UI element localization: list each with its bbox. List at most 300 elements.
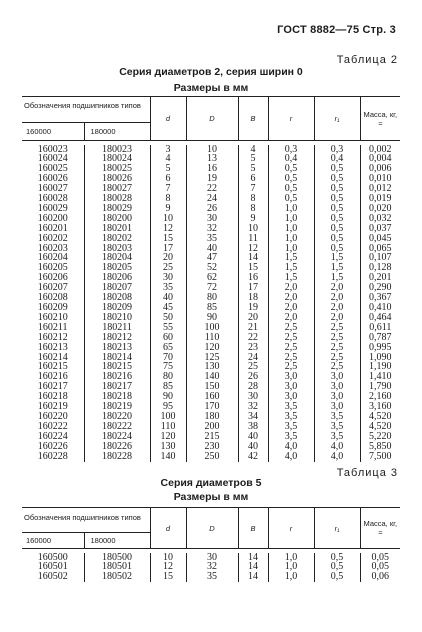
table-cell: 160217 [37, 381, 68, 393]
table-cell: 180502 [84, 572, 150, 582]
table-cell: 180029 [84, 204, 150, 214]
table-cell: 4,0 [268, 442, 314, 452]
table-cell: 22 [186, 184, 238, 194]
table-cell: 0,019 [360, 194, 400, 204]
table-cell: 6 [150, 174, 186, 184]
table-cell: 0,611 [360, 323, 400, 333]
table-cell: 0,4 [268, 154, 314, 164]
table-cell: 1,5 [268, 273, 314, 283]
table-cell: 160215 [37, 361, 68, 373]
table-cell: 24 [238, 353, 268, 363]
table-cell: 12 [150, 224, 186, 234]
table-cell: 160219 [37, 401, 68, 413]
table-cell: 0,5 [268, 194, 314, 204]
table-cell: 35 [150, 283, 186, 293]
table-cell: 0,5 [314, 562, 360, 572]
table-cell: 100 [186, 323, 238, 333]
table3-header-type2: 180000 [84, 533, 150, 549]
table-cell: 3,0 [314, 382, 360, 392]
table-cell: 0,5 [314, 194, 360, 204]
table-cell: 180026 [84, 174, 150, 184]
table-cell: 160206 [37, 272, 68, 284]
table-cell: 0,006 [360, 164, 400, 174]
table3-header-r: r [268, 508, 314, 549]
table-cell: 16 [238, 273, 268, 283]
table-cell: 160028 [37, 193, 68, 205]
table-cell: 100 [150, 412, 186, 422]
table-cell: 0,3 [268, 145, 314, 155]
table-cell: 160213 [37, 341, 68, 353]
table-cell: 0,037 [360, 224, 400, 234]
table2-series-title: Серия диаметров 2, серия ширин 0 [119, 66, 303, 78]
table-cell: 38 [238, 422, 268, 432]
table-cell: 160216 [37, 371, 68, 383]
table-cell: 180214 [84, 353, 150, 363]
table-cell: 180200 [84, 214, 150, 224]
table-cell: 10 [150, 553, 186, 563]
table-cell: 140 [150, 452, 186, 462]
table-cell: 2,0 [314, 283, 360, 293]
table2-header-r: r [268, 97, 314, 141]
table-cell: 8 [150, 194, 186, 204]
table-cell: 180209 [84, 303, 150, 313]
table-cell: 180210 [84, 313, 150, 323]
table-cell: 2,5 [268, 353, 314, 363]
table-cell: 26 [186, 204, 238, 214]
table-cell: 30 [186, 553, 238, 563]
table-cell: 16 [186, 164, 238, 174]
table-cell: 3,5 [314, 422, 360, 432]
table-cell: 20 [238, 313, 268, 323]
table-cell: 7,500 [360, 452, 400, 462]
table-cell: 32 [238, 402, 268, 412]
table-cell: 180220 [84, 412, 150, 422]
table-cell: 1,190 [360, 362, 400, 372]
table-cell: 35 [186, 572, 238, 582]
table-cell: 160026 [37, 173, 68, 185]
table-cell: 160027 [37, 183, 68, 195]
table-cell: 40 [150, 293, 186, 303]
table-cell: 50 [150, 313, 186, 323]
table2-header-type2: 180000 [84, 123, 150, 141]
table-cell: 14 [238, 562, 268, 572]
table-cell: 180208 [84, 293, 150, 303]
table-cell: 85 [150, 382, 186, 392]
table-cell: 2,5 [314, 353, 360, 363]
table-cell: 120 [150, 432, 186, 442]
table-cell: 35 [186, 234, 238, 244]
table-cell: 15 [238, 263, 268, 273]
table-cell: 3,5 [268, 402, 314, 412]
table-cell: 1,0 [268, 214, 314, 224]
table3-header-B: B [238, 508, 268, 549]
table-cell: 0,5 [314, 234, 360, 244]
table-cell: 20 [150, 253, 186, 263]
table-cell: 6 [238, 174, 268, 184]
table-cell: 180212 [84, 333, 150, 343]
table-cell: 160023 [37, 143, 68, 155]
table-cell: 0,128 [360, 263, 400, 273]
table-cell: 8 [238, 194, 268, 204]
table-cell: 4,0 [268, 452, 314, 462]
table-cell: 22 [238, 333, 268, 343]
table-cell: 3,0 [314, 372, 360, 382]
table-cell: 200 [186, 422, 238, 432]
table-cell: 160202 [37, 232, 68, 244]
header-text: ГОСТ 8882—75 Стр. 3 [277, 24, 396, 36]
table-cell: 0,020 [360, 204, 400, 214]
table-cell: 0,5 [314, 204, 360, 214]
table-cell: 4,0 [314, 452, 360, 462]
table-cell: 1,410 [360, 372, 400, 382]
table-cell: 1,0 [268, 234, 314, 244]
table-cell: 1,0 [268, 553, 314, 563]
table-cell: 180206 [84, 273, 150, 283]
table-cell: 160224 [37, 430, 68, 442]
table-cell: 160024 [37, 153, 68, 165]
table-cell: 160226 [37, 440, 68, 452]
table-cell: 1,0 [268, 204, 314, 214]
table2-units-title: Размеры в мм [173, 82, 249, 94]
table-cell: 4,520 [360, 422, 400, 432]
table-cell: 5 [238, 154, 268, 164]
table-cell: 3,5 [268, 422, 314, 432]
table-cell: 1,0 [268, 244, 314, 254]
table-cell: 180500 [84, 553, 150, 563]
table-cell: 230 [186, 442, 238, 452]
table-cell: 90 [150, 392, 186, 402]
table2-body [22, 145, 400, 462]
table3-header-D: D [186, 508, 238, 549]
table-cell: 21 [238, 323, 268, 333]
table-cell: 180216 [84, 372, 150, 382]
table-cell: 160025 [37, 163, 68, 175]
table-cell: 180207 [84, 283, 150, 293]
table-cell: 0,5 [314, 174, 360, 184]
table-cell: 3,160 [360, 402, 400, 412]
table-cell: 180204 [84, 253, 150, 263]
table-cell: 180218 [84, 392, 150, 402]
table-cell: 32 [186, 562, 238, 572]
table-cell: 180203 [84, 244, 150, 254]
table-cell: 60 [150, 333, 186, 343]
table-cell: 80 [186, 293, 238, 303]
table-cell: 2,5 [314, 343, 360, 353]
table-cell: 160222 [37, 420, 68, 432]
table-cell: 1,5 [268, 253, 314, 263]
table-cell: 0,010 [360, 174, 400, 184]
table-cell: 30 [238, 392, 268, 402]
table-cell: 19 [238, 303, 268, 313]
table-cell: 10 [150, 214, 186, 224]
table-cell: 34 [238, 412, 268, 422]
table-cell: 3,0 [314, 392, 360, 402]
table-cell: 125 [186, 353, 238, 363]
table-cell: 3,0 [268, 392, 314, 402]
table-cell: 0,787 [360, 333, 400, 343]
table-cell: 5,850 [360, 442, 400, 452]
table-cell: 90 [186, 313, 238, 323]
table-cell: 10 [186, 145, 238, 155]
table3-header-mass: Масса, кг, ≈ [360, 508, 400, 549]
table-cell: 2,5 [314, 323, 360, 333]
table-cell: 23 [238, 343, 268, 353]
table-cell: 0,290 [360, 283, 400, 293]
table-cell: 180224 [84, 432, 150, 442]
table-cell: 0,5 [314, 184, 360, 194]
table2-header-type1: 160000 [22, 123, 84, 141]
table-cell: 0,06 [360, 572, 400, 582]
table-cell: 0,002 [360, 145, 400, 155]
table-cell: 160200 [37, 212, 68, 224]
table-cell: 0,5 [268, 164, 314, 174]
table-cell: 65 [150, 343, 186, 353]
table-cell: 2,0 [314, 293, 360, 303]
table-cell: 250 [186, 452, 238, 462]
table-cell: 9 [238, 214, 268, 224]
table-cell: 120 [186, 343, 238, 353]
table-cell: 1,5 [314, 263, 360, 273]
table-cell: 0,3 [314, 145, 360, 155]
table-cell: 180201 [84, 224, 150, 234]
table-cell: 25 [238, 362, 268, 372]
table-cell: 3,5 [314, 432, 360, 442]
table-cell: 1,5 [314, 253, 360, 263]
table-cell: 18 [238, 293, 268, 303]
table-cell: 110 [186, 333, 238, 343]
table-cell: 0,5 [314, 572, 360, 582]
table-cell: 75 [150, 362, 186, 372]
table-row [22, 452, 400, 462]
table-cell: 9 [150, 204, 186, 214]
table-cell: 5 [150, 164, 186, 174]
table-cell: 0,5 [314, 553, 360, 563]
table-cell: 4,0 [314, 442, 360, 452]
table-cell: 130 [186, 362, 238, 372]
table-cell: 14 [238, 253, 268, 263]
table-cell: 14 [238, 572, 268, 582]
table-cell: 0,032 [360, 214, 400, 224]
table-cell: 4 [150, 154, 186, 164]
table2-header-d: d [150, 97, 186, 141]
table-cell: 95 [150, 402, 186, 412]
table-cell: 0,367 [360, 293, 400, 303]
table-cell: 0,065 [360, 244, 400, 254]
table2-number-label: Таблица 2 [336, 54, 398, 66]
table-cell: 2,5 [268, 333, 314, 343]
table-cell: 12 [150, 562, 186, 572]
table-cell: 2,5 [268, 362, 314, 372]
table-cell: 2,0 [268, 303, 314, 313]
table-cell: 12 [238, 244, 268, 254]
table-cell: 2,0 [268, 283, 314, 293]
table-cell: 45 [150, 303, 186, 313]
table-cell: 180205 [84, 263, 150, 273]
table-cell: 160218 [37, 391, 68, 403]
table3 [22, 507, 400, 582]
table-cell: 3,0 [314, 402, 360, 412]
table-cell: 2,5 [268, 343, 314, 353]
table-cell: 180501 [84, 562, 150, 572]
table2-header-mass: Масса, кг, ≈ [360, 97, 400, 141]
table-cell: 180222 [84, 422, 150, 432]
table-cell: 0,5 [268, 184, 314, 194]
table-cell: 72 [186, 283, 238, 293]
table-cell: 0,05 [360, 553, 400, 563]
table-cell: 0,4 [314, 154, 360, 164]
table-cell: 17 [238, 283, 268, 293]
table-cell: 47 [186, 253, 238, 263]
table2-header-D: D [186, 97, 238, 141]
table-cell: 160500 [37, 551, 68, 563]
table-cell: 80 [150, 372, 186, 382]
table-cell: 32 [186, 224, 238, 234]
table-cell: 0,107 [360, 253, 400, 263]
table-cell: 180219 [84, 402, 150, 412]
table-cell: 7 [238, 184, 268, 194]
table-cell: 40 [238, 442, 268, 452]
table2 [22, 96, 400, 462]
table-cell: 3,5 [314, 412, 360, 422]
table3-number-label: Таблица 3 [336, 467, 398, 479]
table-cell: 15 [150, 572, 186, 582]
table-cell: 2,160 [360, 392, 400, 402]
table-cell: 160205 [37, 262, 68, 274]
table-cell: 1,0 [268, 562, 314, 572]
table-cell: 11 [238, 234, 268, 244]
table-row [22, 572, 400, 582]
table-cell: 1,090 [360, 353, 400, 363]
table-cell: 160 [186, 392, 238, 402]
table-cell: 180217 [84, 382, 150, 392]
table-cell: 28 [238, 382, 268, 392]
table-cell: 2,0 [314, 313, 360, 323]
table-cell: 0,201 [360, 273, 400, 283]
page-header [0, 0, 422, 36]
table-cell: 180228 [84, 452, 150, 462]
table-cell: 0,5 [268, 174, 314, 184]
table-cell: 160212 [37, 331, 68, 343]
table-cell: 62 [186, 273, 238, 283]
table-cell: 70 [150, 353, 186, 363]
table-cell: 160210 [37, 311, 68, 323]
table2-header-B: B [238, 97, 268, 141]
table-cell: 4,520 [360, 412, 400, 422]
table-cell: 160203 [37, 242, 68, 254]
table-cell: 4 [238, 145, 268, 155]
table-cell: 110 [150, 422, 186, 432]
table-cell: 180226 [84, 442, 150, 452]
table-cell: 160214 [37, 351, 68, 363]
table-cell: 14 [238, 553, 268, 563]
table-cell: 24 [186, 194, 238, 204]
table-cell: 40 [186, 244, 238, 254]
table-cell: 160228 [37, 450, 68, 462]
table-cell: 42 [238, 452, 268, 462]
table-cell: 52 [186, 263, 238, 273]
table-cell: 0,410 [360, 303, 400, 313]
table-cell: 3,5 [268, 432, 314, 442]
table-cell: 3,0 [268, 382, 314, 392]
table-cell: 85 [186, 303, 238, 313]
table-cell: 180028 [84, 194, 150, 204]
table-cell: 170 [186, 402, 238, 412]
table-cell: 5,220 [360, 432, 400, 442]
table-cell: 180027 [84, 184, 150, 194]
table-cell: 55 [150, 323, 186, 333]
table-cell: 1,5 [268, 263, 314, 273]
table-cell: 215 [186, 432, 238, 442]
table-cell: 140 [186, 372, 238, 382]
table-cell: 17 [150, 244, 186, 254]
table3-body [22, 553, 400, 583]
table-cell: 13 [186, 154, 238, 164]
table-cell: 8 [238, 204, 268, 214]
table-cell: 2,0 [314, 303, 360, 313]
table-cell: 25 [150, 263, 186, 273]
table3-header-d: d [150, 508, 186, 549]
table3-header-r1: r₁ [314, 508, 360, 549]
table-cell: 180025 [84, 164, 150, 174]
table-cell: 0,5 [314, 214, 360, 224]
table-cell: 30 [150, 273, 186, 283]
table-cell: 180 [186, 412, 238, 422]
table-cell: 2,5 [314, 362, 360, 372]
table-cell: 19 [186, 174, 238, 184]
table-cell: 2,0 [268, 313, 314, 323]
table-cell: 26 [238, 372, 268, 382]
table-cell: 180024 [84, 154, 150, 164]
table-cell: 40 [238, 432, 268, 442]
table3-series-title: Серия диаметров 5 [160, 477, 262, 489]
table-cell: 15 [150, 234, 186, 244]
table-cell: 2,5 [314, 333, 360, 343]
table-cell: 3,5 [268, 412, 314, 422]
table-cell: 1,790 [360, 382, 400, 392]
table-cell: 180023 [84, 145, 150, 155]
table-cell: 160209 [37, 302, 68, 313]
table-cell: 0,995 [360, 343, 400, 353]
table-cell: 2,0 [268, 293, 314, 303]
table3-header-type1: 160000 [22, 533, 84, 549]
table-cell: 160502 [37, 571, 68, 583]
table-cell: 0,5 [314, 224, 360, 234]
table-cell: 0,004 [360, 154, 400, 164]
table-cell: 3 [150, 145, 186, 155]
table-cell: 160029 [37, 202, 68, 214]
table-cell: 130 [150, 442, 186, 452]
table2-header-bearing-types: Обозначения подшипников типов [24, 101, 141, 110]
table-cell: 0,05 [360, 562, 400, 572]
table-cell: 1,5 [314, 273, 360, 283]
table-cell: 0,5 [314, 244, 360, 254]
table-cell: 0,045 [360, 234, 400, 244]
table-cell: 160207 [37, 282, 68, 294]
table-cell: 1,0 [268, 572, 314, 582]
table-cell: 3,0 [268, 372, 314, 382]
table-cell: 150 [186, 382, 238, 392]
table-cell: 1,0 [268, 224, 314, 234]
table-cell: 0,464 [360, 313, 400, 323]
table-cell: 180215 [84, 362, 150, 372]
table-cell: 160208 [37, 292, 68, 304]
table-cell: 30 [186, 214, 238, 224]
table-cell: 180213 [84, 343, 150, 353]
table-cell: 10 [238, 224, 268, 234]
table-cell: 0,5 [314, 164, 360, 174]
table-cell: 160204 [37, 252, 68, 264]
table-cell: 180202 [84, 234, 150, 244]
